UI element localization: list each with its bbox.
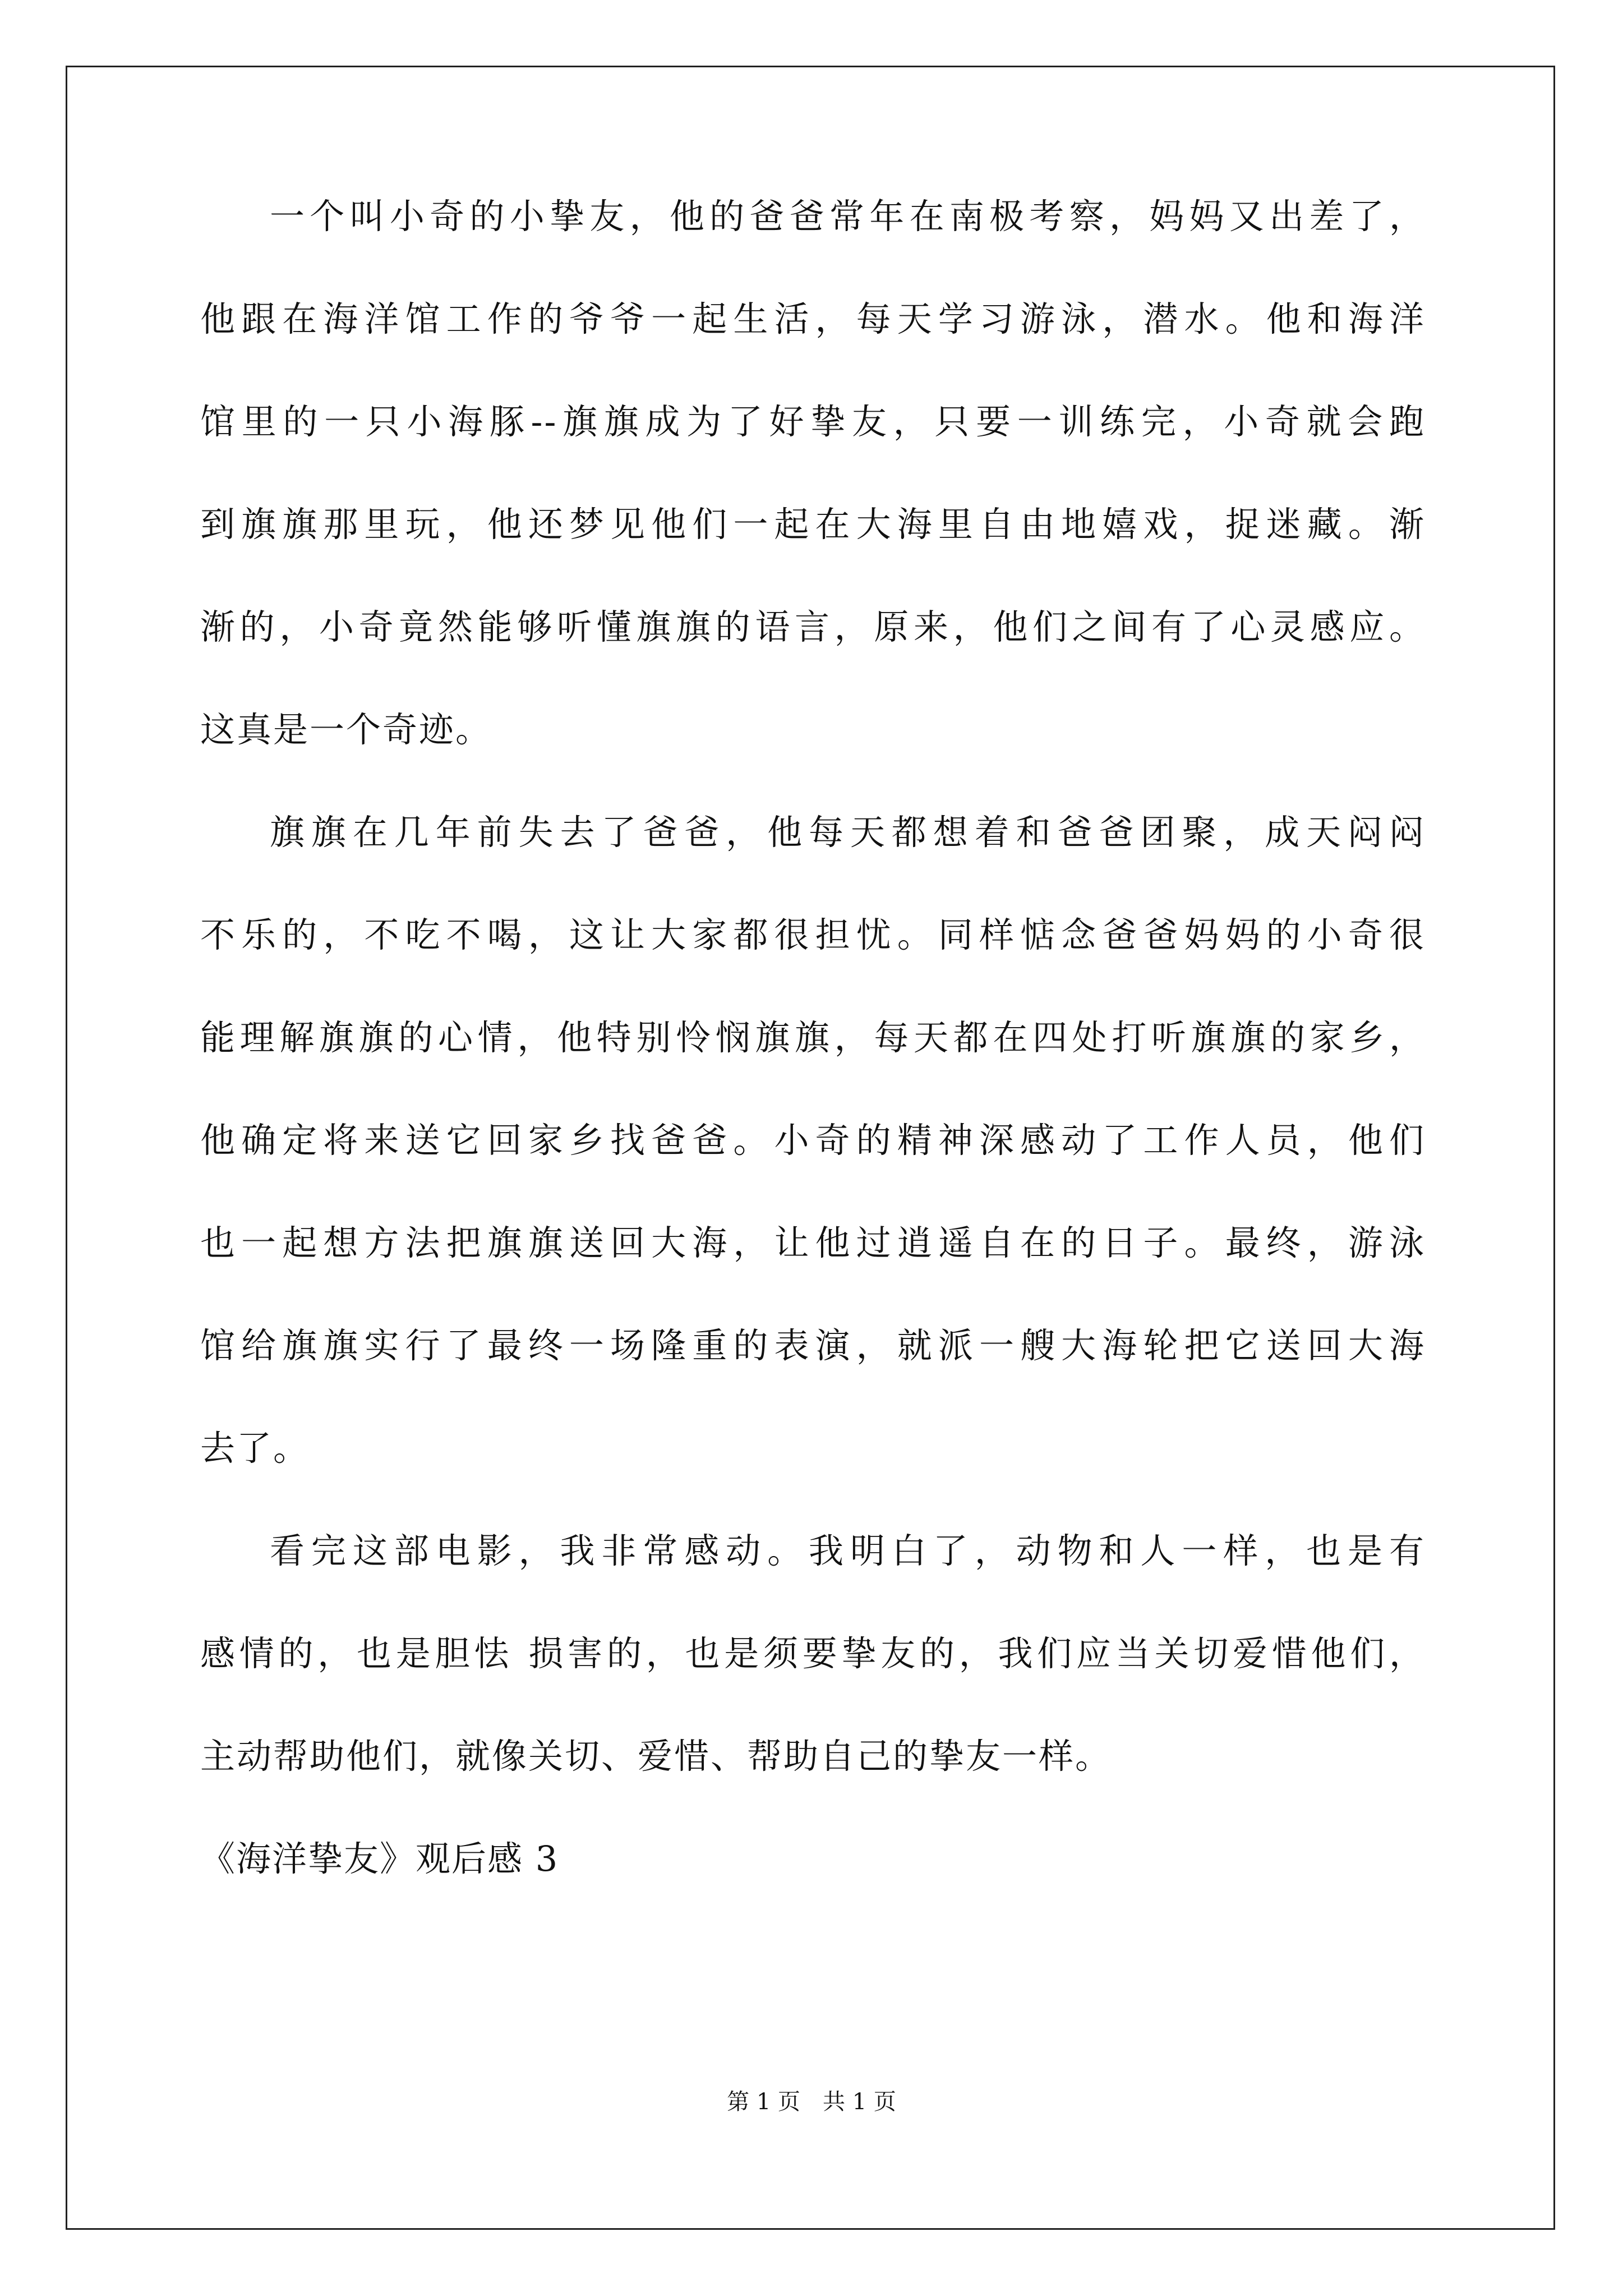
- paragraph-1-line-5: 渐的，小奇竟然能够听懂旗旗的语言，原来，他们之间有了心灵感应。: [200, 606, 1426, 647]
- paragraph-2-line-7: 去了。: [200, 1428, 310, 1469]
- paragraph-2-line-2: 不乐的，不吃不喝，这让大家都很担忧。同样惦念爸爸妈妈的小奇很: [200, 914, 1426, 955]
- paragraph-2-line-1: 旗旗在几年前失去了爸爸，他每天都想着和爸爸团聚，成天闷闷: [270, 812, 1426, 853]
- page-number-total: 共 1 页: [823, 2089, 896, 2115]
- paragraph-3-line-2: 感情的，也是胆怯 损害的，也是须要挚友的，我们应当关切爱惜他们，: [200, 1633, 1426, 1674]
- paragraph-2-line-4: 他确定将来送它回家乡找爸爸。小奇的精神深感动了工作人员，他们: [200, 1120, 1426, 1161]
- paragraph-1-line-2: 他跟在海洋馆工作的爷爷一起生活，每天学习游泳，潜水。他和海洋: [200, 298, 1426, 339]
- paragraph-1-line-6: 这真是一个奇迹。: [200, 709, 492, 750]
- paragraph-3-line-1: 看完这部电影，我非常感动。我明白了，动物和人一样，也是有: [270, 1530, 1426, 1571]
- document-body: [200, 196, 1426, 1879]
- paragraph-1-line-1: 一个叫小奇的小挚友，他的爸爸常年在南极考察，妈妈又出差了，: [270, 196, 1426, 237]
- paragraph-1-line-3: 馆里的一只小海豚--旗旗成为了好挚友，只要一训练完，小奇就会跑: [200, 401, 1426, 442]
- paragraph-2-line-3: 能理解旗旗的心情，他特别怜悯旗旗，每天都在四处打听旗旗的家乡，: [200, 1017, 1426, 1058]
- paragraph-3-line-3: 主动帮助他们，就像关切、爱惜、帮助自己的挚友一样。: [200, 1736, 1112, 1777]
- page-number-current: 第 1 页: [727, 2089, 800, 2115]
- page-footer: [0, 2091, 1623, 2113]
- paragraph-1-line-4: 到旗旗那里玩，他还梦见他们一起在大海里自由地嬉戏，捉迷藏。渐: [200, 504, 1426, 545]
- section-subheading: 《海洋挚友》观后感 3: [200, 1838, 559, 1879]
- paragraph-2-line-5: 也一起想方法把旗旗送回大海，让他过逍遥自在的日子。最终，游泳: [200, 1222, 1426, 1263]
- paragraph-2-line-6: 馆给旗旗实行了最终一场隆重的表演，就派一艘大海轮把它送回大海: [200, 1325, 1426, 1366]
